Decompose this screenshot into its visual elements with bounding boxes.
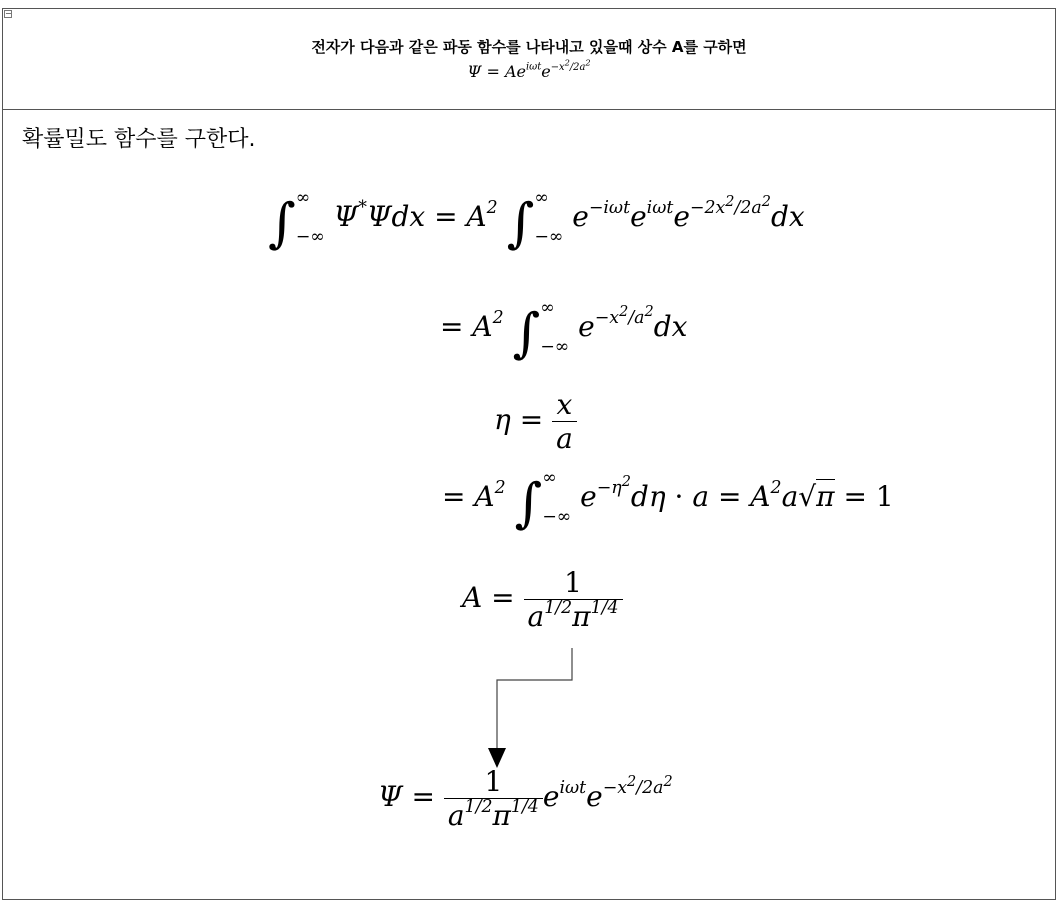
normalization-equation: ∫ ∞ −∞ $\Psi^*\Psi dx = A^2$ ∫ ∞ −∞ $e^{-i\omega t}e^{i\omega t}e^{-2x^2/2a^2}dx$ [268,188,805,254]
substitution-equation: η = $\frac{x}{a}$ [494,388,577,455]
constant-a-equation: A = $\frac{1}{a^{1/2}\pi^{1/4}}$ [462,566,623,633]
question-text: 전자가 다음과 같은 파동 함수를 나타내고 있을때 상수 A를 구하면 [311,38,747,56]
intro-text: 확률밀도 함수를 구한다. [22,127,256,152]
gaussian-result-equation: = $A^2$ ∫ ∞ −∞ $e^{-\eta^2}d\eta \cdot a = A^2a√\pi = 1$ [442,468,894,534]
wavefunction-equation: $\Psi = Ae^{i\omega t}e^{-x^2/2a^2}$ [467,57,591,81]
normalized-wavefunction-equation: Ψ = $\frac{1}{a^{1/2}\pi^{1/4}}$ $e^{i\omega t}e^{-x^2/2a^2}$ [378,765,673,832]
simplified-integral-equation: = $A^2$ ∫ ∞ −∞ $e^{-x^2/a^2}dx$ [440,298,688,364]
collapse-toggle-icon[interactable]: − [5,9,12,18]
